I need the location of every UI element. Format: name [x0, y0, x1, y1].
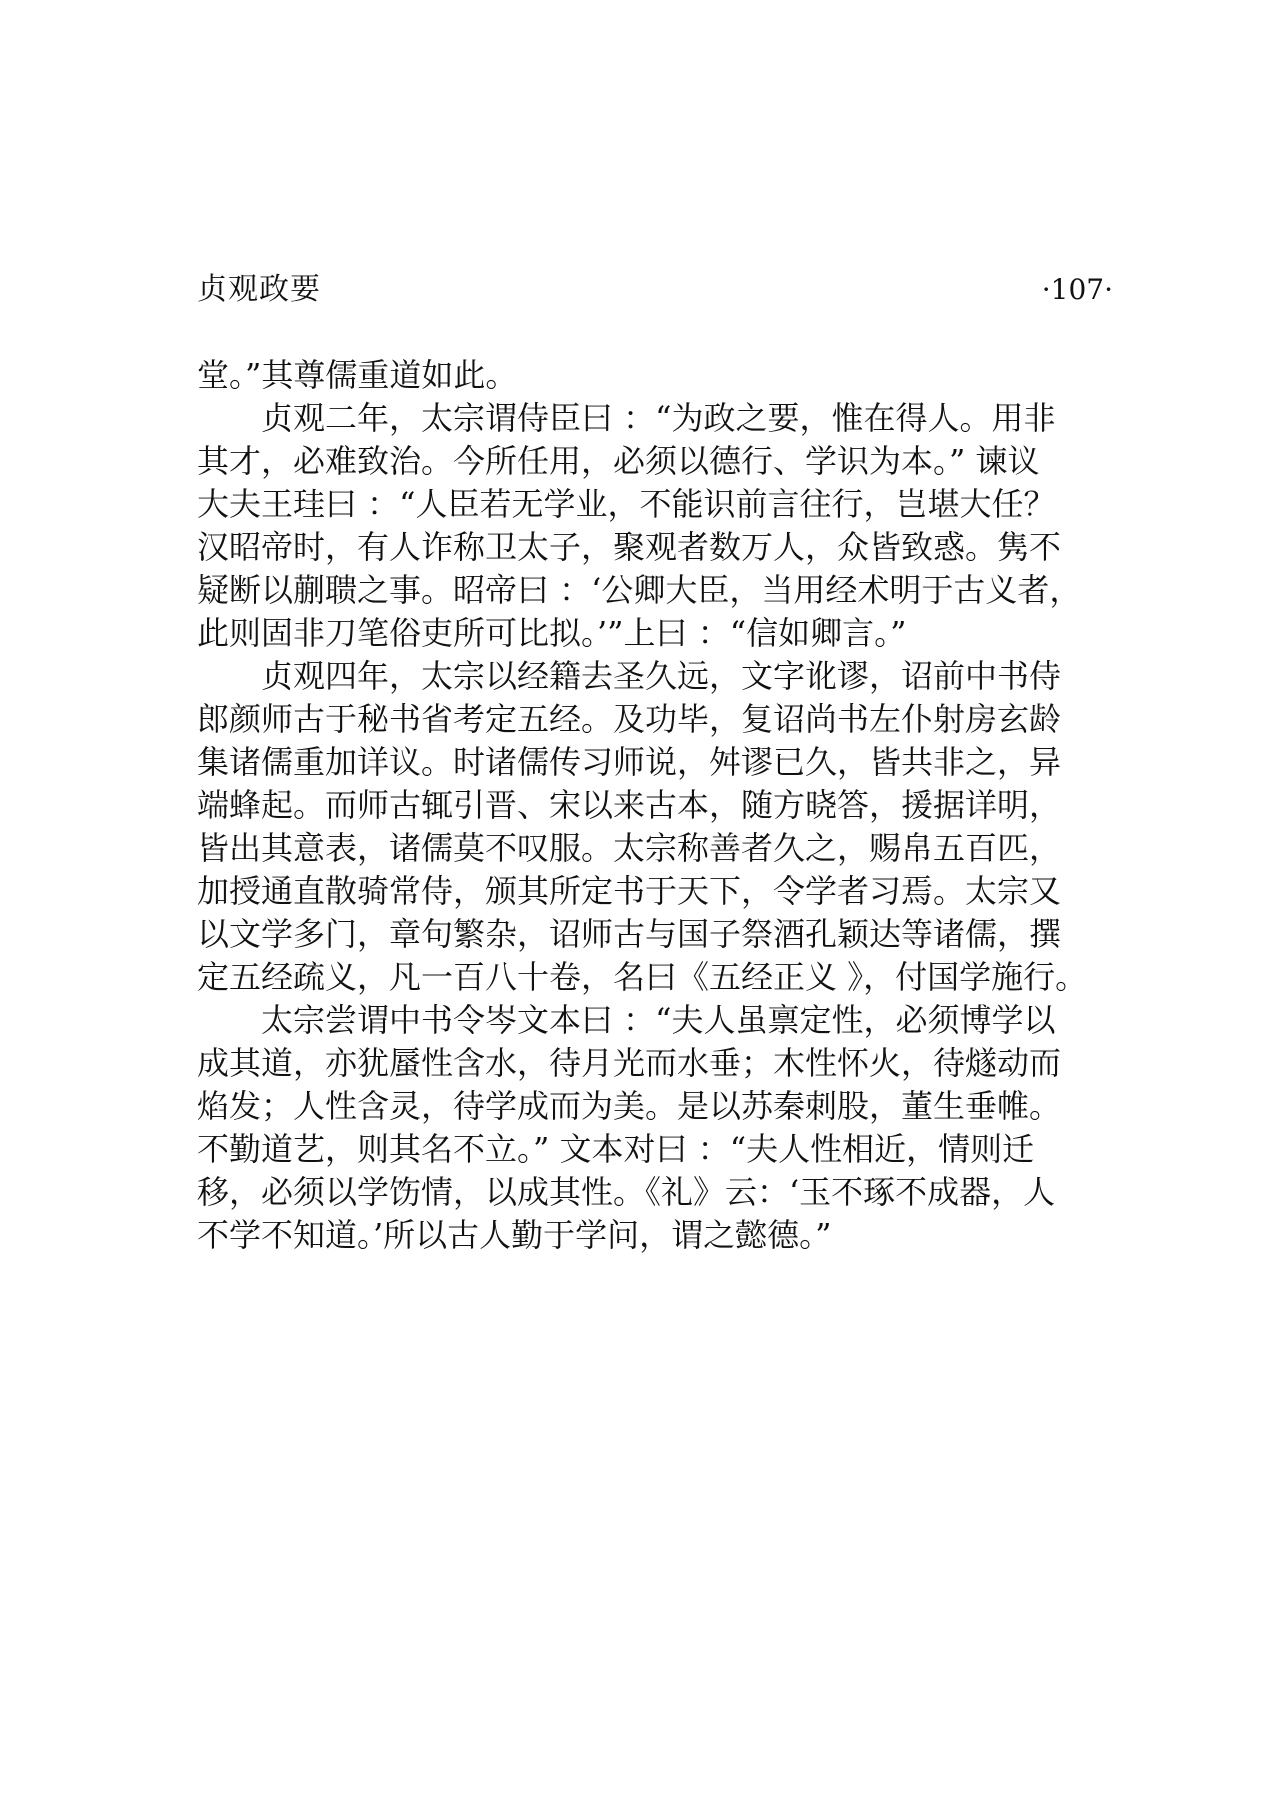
text-line: 端蜂起。而师古辄引晋、宋以来古本，随方晓答，援据详明，	[197, 786, 1062, 824]
body-text	[197, 354, 1113, 1257]
page-number: ·107·	[1041, 273, 1113, 306]
text-line: 移，必须以学饬情，以成其性。《礼》云：‘玉不琢不成器，人	[197, 1173, 1056, 1211]
text-line: 不学不知道。’所以古人勤于学问，谓之懿德。”	[197, 1216, 832, 1254]
text-line: 成其道，亦犹蜃性含水，待月光而水垂；木性怀火，待燧动而	[197, 1044, 1062, 1082]
text-line: 郎颜师古于秘书省考定五经。及功毕，复诏尚书左仆射房玄龄	[197, 700, 1062, 738]
text-line: 疑断以蒯聩之事。昭帝曰 ：‘公卿大臣，当用经术明于古义者，	[197, 571, 1082, 609]
text-line: 大夫王珪曰 ：“人臣若无学业，不能识前言往行，岂堪大任？	[197, 485, 1056, 523]
text-line: 加授通直散骑常侍，颁其所定书于天下，令学者习焉。太宗又	[197, 872, 1062, 910]
text-line: 焰发；人性含灵，待学成而为美。是以苏秦刺股，董生垂帷。	[197, 1087, 1062, 1125]
text-line: 堂。”其尊儒重道如此。	[197, 356, 518, 394]
text-line: 贞观二年，太宗谓侍臣曰 ：“为政之要，惟在得人。用非	[261, 399, 1056, 437]
text-line: 以文学多门，章句繁杂，诏师古与国子祭酒孔颖达等诸儒，撰	[197, 915, 1062, 953]
text-line: 定五经疏义，凡一百八十卷，名曰《五经正义 》，付国学施行。	[197, 958, 1088, 996]
text-line: 不勤道艺，则其名不立。” 文本对曰 ：“夫人性相近，情则迁	[197, 1130, 1035, 1168]
text-line: 此则固非刀笔俗吏所可比拟。’”上曰 ：“信如卿言。”	[197, 614, 907, 652]
text-line: 其才，必难致治。今所任用，必须以德行、学识为本。” 谏议	[197, 442, 1040, 480]
text-line: 皆出其意表，诸儒莫不叹服。太宗称善者久之，赐帛五百匹，	[197, 829, 1062, 867]
text-line: 汉昭帝时，有人诈称卫太子，聚观者数万人，众皆致惑。隽不	[197, 528, 1062, 566]
running-title: 贞观政要	[197, 272, 321, 307]
text-line: 贞观四年，太宗以经籍去圣久远，文字讹谬，诏前中书侍	[261, 657, 1062, 695]
page-header	[197, 268, 1113, 312]
text-line: 集诸儒重加详议。时诸儒传习师说，舛谬已久，皆共非之，异	[197, 743, 1062, 781]
text-line: 太宗尝谓中书令岑文本曰 ：“夫人虽禀定性，必须博学以	[261, 1001, 1056, 1039]
